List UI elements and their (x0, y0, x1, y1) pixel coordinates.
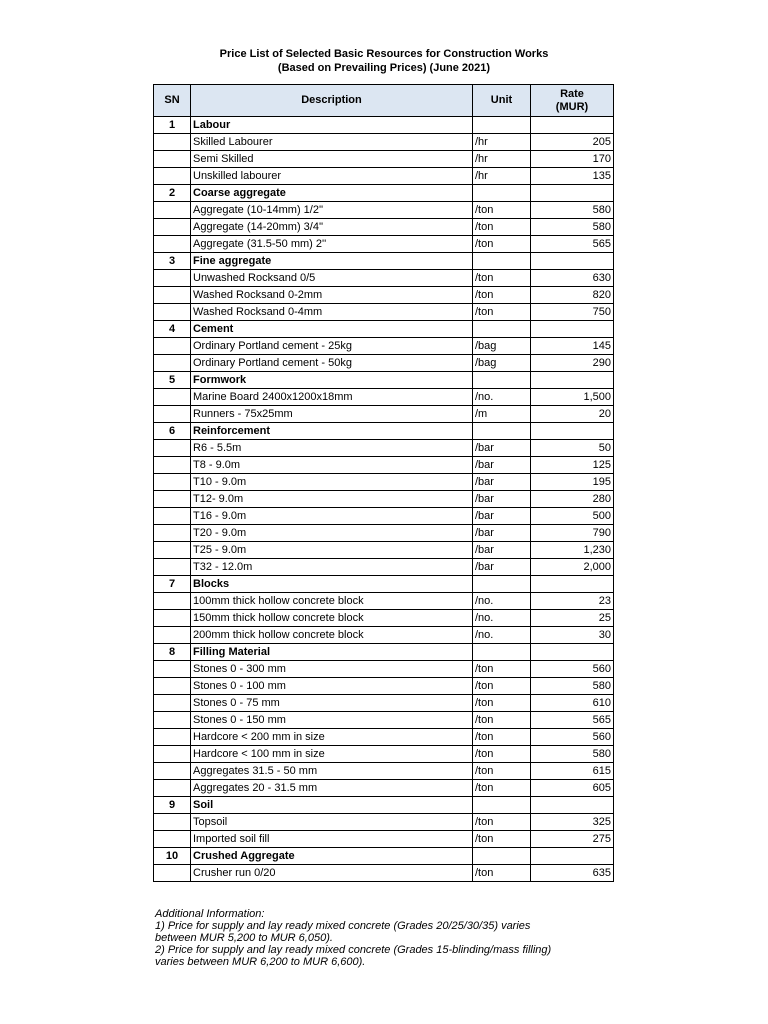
table-row (154, 661, 614, 678)
item-description: T32 - 12.0m (191, 559, 473, 576)
item-unit: /ton (473, 763, 531, 780)
item-rate: 205 (531, 134, 614, 151)
header-rate (531, 85, 614, 117)
table-body (154, 117, 614, 882)
category-name: Coarse aggregate (191, 185, 473, 202)
category-unit-empty (473, 644, 531, 661)
item-description: Semi Skilled (191, 151, 473, 168)
category-sn: 6 (154, 423, 191, 440)
item-rate: 23 (531, 593, 614, 610)
item-rate: 610 (531, 695, 614, 712)
category-rate-empty (531, 423, 614, 440)
category-row (154, 117, 614, 134)
item-rate: 580 (531, 219, 614, 236)
item-sn-empty (154, 338, 191, 355)
item-unit: /bar (473, 491, 531, 508)
table-row (154, 440, 614, 457)
table-row (154, 287, 614, 304)
category-rate-empty (531, 117, 614, 134)
table-row (154, 491, 614, 508)
item-unit: /ton (473, 219, 531, 236)
item-rate: 25 (531, 610, 614, 627)
table-row (154, 763, 614, 780)
category-sn: 8 (154, 644, 191, 661)
category-sn: 1 (154, 117, 191, 134)
category-sn: 10 (154, 848, 191, 865)
item-unit: /ton (473, 814, 531, 831)
item-description: T16 - 9.0m (191, 508, 473, 525)
category-name: Labour (191, 117, 473, 134)
table-row (154, 168, 614, 185)
item-description: Crusher run 0/20 (191, 865, 473, 882)
item-rate: 580 (531, 202, 614, 219)
item-description: Aggregate (10-14mm) 1/2'' (191, 202, 473, 219)
item-sn-empty (154, 763, 191, 780)
category-rate-empty (531, 576, 614, 593)
document-subtitle: (Based on Prevailing Prices) (June 2021) (277, 62, 491, 74)
item-description: Aggregates 31.5 - 50 mm (191, 763, 473, 780)
table-row (154, 457, 614, 474)
category-row (154, 848, 614, 865)
item-sn-empty (154, 678, 191, 695)
item-description: Runners - 75x25mm (191, 406, 473, 423)
item-rate: 560 (531, 729, 614, 746)
category-sn: 3 (154, 253, 191, 270)
notes-line: varies between MUR 6,200 to MUR 6,600). (155, 956, 366, 968)
table-row (154, 712, 614, 729)
item-description: Stones 0 - 150 mm (191, 712, 473, 729)
item-sn-empty (154, 168, 191, 185)
item-sn-empty (154, 746, 191, 763)
item-rate: 1,230 (531, 542, 614, 559)
table-row (154, 865, 614, 882)
header-row (154, 85, 614, 117)
item-rate: 580 (531, 678, 614, 695)
header-sn: SN (154, 85, 191, 117)
table-row (154, 542, 614, 559)
category-rate-empty (531, 372, 614, 389)
item-description: Washed Rocksand 0-4mm (191, 304, 473, 321)
table-row (154, 406, 614, 423)
item-unit: /ton (473, 304, 531, 321)
item-unit: /bar (473, 508, 531, 525)
category-rate-empty (531, 185, 614, 202)
category-sn: 7 (154, 576, 191, 593)
category-name: Reinforcement (191, 423, 473, 440)
item-unit: /no. (473, 593, 531, 610)
item-sn-empty (154, 610, 191, 627)
notes-line: 2) Price for supply and lay ready mixed concrete (Grades 15-blinding/mass filling) (155, 944, 552, 956)
item-description: Stones 0 - 100 mm (191, 678, 473, 695)
table-row (154, 780, 614, 797)
item-rate: 500 (531, 508, 614, 525)
item-rate: 125 (531, 457, 614, 474)
category-sn: 4 (154, 321, 191, 338)
category-row (154, 576, 614, 593)
item-rate: 170 (531, 151, 614, 168)
item-sn-empty (154, 457, 191, 474)
table-row (154, 304, 614, 321)
category-name: Filling Material (191, 644, 473, 661)
category-unit-empty (473, 185, 531, 202)
item-sn-empty (154, 695, 191, 712)
item-description: Ordinary Portland cement - 50kg (191, 355, 473, 372)
item-unit: /ton (473, 678, 531, 695)
item-description: Washed Rocksand 0-2mm (191, 287, 473, 304)
item-unit: /bag (473, 355, 531, 372)
item-sn-empty (154, 134, 191, 151)
item-unit: /ton (473, 695, 531, 712)
category-unit-empty (473, 423, 531, 440)
table-row (154, 202, 614, 219)
header-description: Description (191, 85, 473, 117)
item-sn-empty (154, 287, 191, 304)
item-sn-empty (154, 627, 191, 644)
document-title: Price List of Selected Basic Resources for Construction Works (219, 48, 549, 60)
table-row (154, 814, 614, 831)
table-row (154, 236, 614, 253)
table-row (154, 355, 614, 372)
table-row (154, 695, 614, 712)
category-row (154, 253, 614, 270)
item-sn-empty (154, 712, 191, 729)
table-row (154, 219, 614, 236)
category-unit-empty (473, 117, 531, 134)
item-sn-empty (154, 440, 191, 457)
item-unit: /no. (473, 389, 531, 406)
item-description: Imported soil fill (191, 831, 473, 848)
item-sn-empty (154, 491, 191, 508)
item-unit: /ton (473, 746, 531, 763)
category-row (154, 321, 614, 338)
category-row (154, 423, 614, 440)
item-sn-empty (154, 780, 191, 797)
item-rate: 195 (531, 474, 614, 491)
item-unit: /no. (473, 627, 531, 644)
item-sn-empty (154, 814, 191, 831)
category-name: Formwork (191, 372, 473, 389)
item-description: Skilled Labourer (191, 134, 473, 151)
item-unit: /bag (473, 338, 531, 355)
item-rate: 605 (531, 780, 614, 797)
item-description: T25 - 9.0m (191, 542, 473, 559)
price-table (153, 84, 614, 882)
item-sn-empty (154, 236, 191, 253)
item-sn-empty (154, 559, 191, 576)
item-unit: /ton (473, 865, 531, 882)
item-sn-empty (154, 542, 191, 559)
item-rate: 145 (531, 338, 614, 355)
table-row (154, 559, 614, 576)
item-sn-empty (154, 406, 191, 423)
item-description: Hardcore < 200 mm in size (191, 729, 473, 746)
item-rate: 20 (531, 406, 614, 423)
item-description: Stones 0 - 75 mm (191, 695, 473, 712)
item-description: R6 - 5.5m (191, 440, 473, 457)
item-description: Hardcore < 100 mm in size (191, 746, 473, 763)
item-unit: /bar (473, 525, 531, 542)
category-rate-empty (531, 644, 614, 661)
item-description: Aggregate (14-20mm) 3/4'' (191, 219, 473, 236)
item-rate: 560 (531, 661, 614, 678)
item-sn-empty (154, 151, 191, 168)
table-row (154, 270, 614, 287)
item-description: 150mm thick hollow concrete block (191, 610, 473, 627)
item-description: T8 - 9.0m (191, 457, 473, 474)
item-rate: 790 (531, 525, 614, 542)
item-description: 100mm thick hollow concrete block (191, 593, 473, 610)
category-unit-empty (473, 848, 531, 865)
item-unit: /ton (473, 236, 531, 253)
item-unit: /bar (473, 542, 531, 559)
table-row (154, 474, 614, 491)
item-unit: /m (473, 406, 531, 423)
header-unit: Unit (473, 85, 531, 117)
table-row (154, 593, 614, 610)
item-rate: 630 (531, 270, 614, 287)
table-row (154, 389, 614, 406)
category-rate-empty (531, 848, 614, 865)
item-description: Marine Board 2400x1200x18mm (191, 389, 473, 406)
category-row (154, 797, 614, 814)
notes-heading: Additional Information: (155, 908, 265, 920)
category-name: Crushed Aggregate (191, 848, 473, 865)
item-unit: /bar (473, 457, 531, 474)
category-row (154, 185, 614, 202)
item-unit: /bar (473, 559, 531, 576)
category-sn: 9 (154, 797, 191, 814)
table-row (154, 610, 614, 627)
category-name: Blocks (191, 576, 473, 593)
item-unit: /ton (473, 270, 531, 287)
item-unit: /hr (473, 134, 531, 151)
item-unit: /ton (473, 780, 531, 797)
item-unit: /hr (473, 168, 531, 185)
item-unit: /ton (473, 287, 531, 304)
category-unit-empty (473, 321, 531, 338)
item-sn-empty (154, 474, 191, 491)
item-rate: 615 (531, 763, 614, 780)
item-sn-empty (154, 508, 191, 525)
category-sn: 5 (154, 372, 191, 389)
item-rate: 565 (531, 236, 614, 253)
table-row (154, 831, 614, 848)
item-description: T20 - 9.0m (191, 525, 473, 542)
table-row (154, 151, 614, 168)
table-row (154, 678, 614, 695)
category-sn: 2 (154, 185, 191, 202)
item-sn-empty (154, 304, 191, 321)
item-sn-empty (154, 593, 191, 610)
item-sn-empty (154, 219, 191, 236)
item-description: Stones 0 - 300 mm (191, 661, 473, 678)
item-description: T10 - 9.0m (191, 474, 473, 491)
item-sn-empty (154, 355, 191, 372)
category-name: Cement (191, 321, 473, 338)
notes-line: between MUR 5,200 to MUR 6,050). (155, 932, 333, 944)
notes-line: 1) Price for supply and lay ready mixed concrete (Grades 20/25/30/35) varies (155, 920, 531, 932)
item-description: Aggregate (31.5-50 mm) 2'' (191, 236, 473, 253)
item-rate: 580 (531, 746, 614, 763)
item-rate: 750 (531, 304, 614, 321)
category-name: Fine aggregate (191, 253, 473, 270)
table-row (154, 525, 614, 542)
item-sn-empty (154, 389, 191, 406)
item-description: Unskilled labourer (191, 168, 473, 185)
item-sn-empty (154, 661, 191, 678)
item-sn-empty (154, 202, 191, 219)
table-row (154, 729, 614, 746)
item-rate: 820 (531, 287, 614, 304)
header-rate-label: Rate (560, 87, 584, 100)
category-row (154, 372, 614, 389)
item-description: Topsoil (191, 814, 473, 831)
item-unit: /ton (473, 712, 531, 729)
category-row (154, 644, 614, 661)
category-unit-empty (473, 576, 531, 593)
category-unit-empty (473, 253, 531, 270)
table-row (154, 508, 614, 525)
header-rate-currency: (MUR) (555, 100, 589, 113)
item-rate: 635 (531, 865, 614, 882)
item-rate: 275 (531, 831, 614, 848)
item-rate: 30 (531, 627, 614, 644)
item-rate: 325 (531, 814, 614, 831)
item-sn-empty (154, 729, 191, 746)
table-row (154, 746, 614, 763)
item-sn-empty (154, 525, 191, 542)
item-rate: 50 (531, 440, 614, 457)
item-description: Aggregates 20 - 31.5 mm (191, 780, 473, 797)
item-rate: 135 (531, 168, 614, 185)
item-sn-empty (154, 865, 191, 882)
item-unit: /ton (473, 831, 531, 848)
item-rate: 1,500 (531, 389, 614, 406)
table-row (154, 338, 614, 355)
item-rate: 280 (531, 491, 614, 508)
category-unit-empty (473, 372, 531, 389)
item-description: 200mm thick hollow concrete block (191, 627, 473, 644)
item-unit: /bar (473, 440, 531, 457)
item-rate: 290 (531, 355, 614, 372)
item-description: Unwashed Rocksand 0/5 (191, 270, 473, 287)
additional-information (155, 908, 655, 968)
item-description: Ordinary Portland cement - 25kg (191, 338, 473, 355)
item-sn-empty (154, 831, 191, 848)
table-row (154, 134, 614, 151)
item-unit: /ton (473, 729, 531, 746)
item-unit: /bar (473, 474, 531, 491)
item-description: T12- 9.0m (191, 491, 473, 508)
item-rate: 2,000 (531, 559, 614, 576)
category-name: Soil (191, 797, 473, 814)
category-rate-empty (531, 253, 614, 270)
item-rate: 565 (531, 712, 614, 729)
item-unit: /ton (473, 661, 531, 678)
category-unit-empty (473, 797, 531, 814)
item-unit: /hr (473, 151, 531, 168)
category-rate-empty (531, 321, 614, 338)
category-rate-empty (531, 797, 614, 814)
table-row (154, 627, 614, 644)
item-unit: /ton (473, 202, 531, 219)
item-sn-empty (154, 270, 191, 287)
item-unit: /no. (473, 610, 531, 627)
